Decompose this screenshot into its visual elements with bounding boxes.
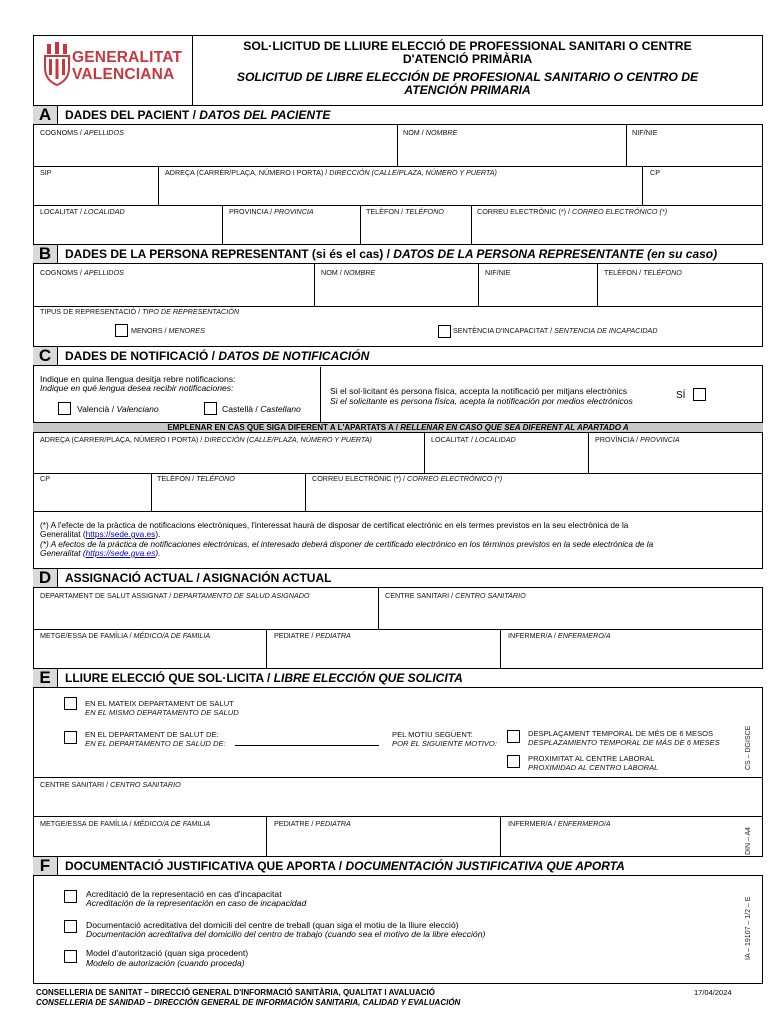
- checkbox-doc-incapacidad[interactable]: [64, 890, 77, 903]
- label-desplazamiento-es: DESPLAZAMIENTO TEMPORAL DE MÁS DE 6 MESES: [528, 738, 720, 747]
- note-es-line2: Generalitat (https://sede.gva.es).: [40, 548, 161, 558]
- section-f-title: DOCUMENTACIÓ JUSTIFICATIVA QUE APORTA / DOCUMENTACIÓN JUSTIFICATIVA QUE APORTA: [65, 859, 625, 873]
- label-rep-nif: NIF/NIE: [485, 268, 511, 277]
- input-medico-solicitado[interactable]: [34, 817, 266, 856]
- note-es-line1: (*) A efectos de la práctica de notificaciones electrónicas, el interesado deberá disponer de certificado electrónico en los términos previstos en la sede electrónica de la: [40, 539, 654, 549]
- input-rep-telefono[interactable]: [598, 265, 762, 305]
- electronic-consent-es: Si el solicitante es persona física, acepta la notificación por medios electrónicos: [330, 396, 633, 406]
- logo-text-line2: VALENCIANA: [72, 66, 175, 83]
- doc2-va: Documentació acreditativa del domicili del centre de treball (quan siga el motiu de la lliure elecció): [86, 920, 459, 930]
- section-letter-f: F: [33, 857, 58, 875]
- label-pediatra-actual: PEDIATRE / PEDIATRA: [274, 631, 351, 640]
- section-d-title: ASSIGNACIÓ ACTUAL / ASIGNACIÓN ACTUAL: [65, 571, 332, 585]
- label-mismo-dep-es: EN EL MISMO DEPARTAMENTO DE SALUD: [85, 708, 239, 717]
- note-va-line1: (*) A l'efecte de la pràctica de notificacions electròniques, l'interessat haurà de disposar de certificat electrònic en els termes previstos en la seu electrònica de la: [40, 520, 629, 530]
- label-medico-actual: METGE/ESSA DE FAMÍLIA / MÉDICO/A DE FAMILIA: [40, 631, 211, 640]
- label-notif-correo: CORREU ELECTRÒNIC (*) / CORREO ELECTRÓNICO (*): [312, 474, 503, 483]
- label-valenciano: Valencià / Valenciano: [77, 404, 159, 414]
- label-sentencia: SENTÈNCIA D'INCAPACITAT / SENTENCIA DE INCAPACIDAD: [453, 326, 658, 335]
- input-correo[interactable]: [472, 206, 762, 244]
- input-notif-provincia[interactable]: [589, 434, 762, 472]
- label-menores: MENORS / MENORES: [131, 326, 205, 335]
- section-letter-d: D: [33, 569, 58, 587]
- label-notif-direccion: ADREÇA (CARRER/PLAÇA, NÚMERO I PORTA) / DIRECCIÓN (CALLE/PLAZA, NÚMERO Y PUERTA): [40, 435, 372, 444]
- label-proximidad-va: PROXIMITAT AL CENTRE LABORAL: [528, 754, 655, 763]
- checkbox-mismo-departamento[interactable]: [64, 697, 77, 710]
- label-notif-cp: CP: [40, 474, 50, 483]
- input-notif-cp[interactable]: [34, 474, 151, 511]
- input-enfermero-actual[interactable]: [501, 630, 762, 668]
- section-letter-b: B: [33, 245, 58, 263]
- section-a-title: DADES DEL PACIENT / DATOS DEL PACIENTE: [65, 108, 331, 122]
- label-medico-solicitado: METGE/ESSA DE FAMÍLIA / MÉDICO/A DE FAMILIA: [40, 819, 211, 828]
- section-letter-a: A: [33, 106, 58, 124]
- electronic-consent-va: Si el sol·licitant és persona física, accepta la notificació per mitjans electrònics: [330, 386, 628, 396]
- label-motivo-va: PEL MOTIU SEGÜENT:: [392, 730, 473, 739]
- checkbox-notificacion-electronica[interactable]: [693, 388, 706, 401]
- section-c-title: DADES DE NOTIFICACIÓ / DATOS DE NOTIFICACIÓN: [65, 349, 370, 363]
- doc3-va: Model d'autorització (quan siga procedent): [86, 948, 249, 958]
- input-notif-direccion[interactable]: [34, 434, 424, 472]
- input-cp[interactable]: [643, 167, 762, 205]
- label-centro-solicitado: CENTRE SANITARI / CENTRO SANITARIO: [40, 780, 181, 789]
- section-d-header: [33, 568, 763, 588]
- checkbox-proximidad[interactable]: [507, 755, 520, 768]
- sede-link-es[interactable]: https://sede.gva.es: [85, 548, 156, 558]
- label-desplazamiento-va: DESPLAÇAMENT TEMPORAL DE MÉS DE 6 MESOS: [528, 729, 714, 738]
- input-telefono[interactable]: [361, 206, 471, 244]
- lang-question-va: Indique en quina llengua desitja rebre notificacions:: [40, 374, 236, 384]
- title-es-line2: ATENCIÓN PRIMARIA: [404, 83, 531, 97]
- label-sip: SIP: [40, 168, 52, 177]
- input-direccion[interactable]: [159, 167, 642, 205]
- input-enfermero-solicitado[interactable]: [501, 817, 762, 856]
- section-e-title: LLIURE ELECCIÓ QUE SOL·LICITA / LIBRE ELECCIÓN QUE SOLICITA: [65, 671, 463, 685]
- input-localidad[interactable]: [34, 206, 222, 244]
- input-centro-solicitado[interactable]: [34, 778, 762, 816]
- label-motivo-es: POR EL SIGUIENTE MOTIVO:: [392, 739, 497, 748]
- logo-text-line1: GENERALITAT: [72, 49, 183, 66]
- input-apellidos[interactable]: [34, 126, 397, 166]
- input-sip[interactable]: [34, 167, 158, 205]
- input-otro-departamento[interactable]: [235, 745, 379, 746]
- label-apellidos: COGNOMS / APELLIDOS: [40, 128, 124, 137]
- section-e-header: [33, 668, 763, 688]
- checkbox-doc-centro-trabajo[interactable]: [64, 920, 77, 933]
- checkbox-desplazamiento[interactable]: [507, 730, 520, 743]
- lang-question-es: Indique en qué lengua desea recibir notificaciones:: [40, 383, 234, 393]
- section-f-header: [33, 856, 763, 876]
- label-dep-asignado: DEPARTAMENT DE SALUT ASSIGNAT / DEPARTAMENTO DE SALUD ASIGNADO: [40, 591, 310, 600]
- doc1-va: Acreditació de la representació en cas d'incapacitat: [86, 889, 282, 899]
- label-proximidad-es: PROXIMIDAD AL CENTRO LABORAL: [528, 763, 659, 772]
- title-va-line1: SOL·LICITUD DE LLIURE ELECCIÓ DE PROFESSIONAL SANITARI O CENTRE: [243, 39, 692, 53]
- input-notif-telefono[interactable]: [152, 474, 305, 511]
- input-medico-actual[interactable]: [34, 630, 266, 668]
- doc3-es: Modelo de autorización (cuando proceda): [86, 958, 245, 968]
- label-nombre: NOM / NOMBRE: [403, 128, 458, 137]
- label-notif-localidad: LOCALITAT / LOCALIDAD: [431, 435, 516, 444]
- title-va-line2: D'ATENCIÓ PRIMÀRIA: [402, 52, 533, 66]
- input-centro-actual[interactable]: [379, 589, 762, 629]
- label-notif-provincia: PROVÍNCIA / PROVINCIA: [595, 435, 680, 444]
- label-otro-dep-va: EN EL DEPARTAMENT DE SALUT DE:: [85, 730, 219, 739]
- input-rep-nombre[interactable]: [315, 265, 478, 305]
- label-cp: CP: [650, 168, 660, 177]
- section-b-header: [33, 244, 763, 264]
- footer-date: 17/04/2024: [694, 988, 732, 997]
- label-rep-apellidos: COGNOMS / APELLIDOS: [40, 268, 124, 277]
- doc1-es: Acreditación de la representación en caso de incapacidad: [86, 898, 307, 908]
- doc2-es: Documentación acreditativa del domicilio del centro de trabajo (cuando sea el motivo de la libre elección): [86, 929, 486, 939]
- label-provincia: PROVINCIA / PROVINCIA: [229, 207, 314, 216]
- side-code-1: CS – DGISCE: [745, 725, 752, 770]
- input-pediatra-actual[interactable]: [267, 630, 500, 668]
- checkbox-doc-autorizacion[interactable]: [64, 950, 77, 963]
- label-tipo-representacion: TIPUS DE REPRESENTACIÓ / TIPO DE REPRESENTACIÓN: [40, 307, 240, 316]
- checkbox-castellano[interactable]: [204, 402, 217, 415]
- label-centro-actual: CENTRE SANITARI / CENTRO SANITARIO: [385, 591, 526, 600]
- header-divider: [192, 35, 193, 105]
- section-a-header: [33, 105, 763, 125]
- input-pediatra-solicitado[interactable]: [267, 817, 500, 856]
- checkbox-menores[interactable]: [115, 324, 128, 337]
- checkbox-otro-departamento[interactable]: [64, 731, 77, 744]
- label-rep-telefono: TELÈFON / TELÉFONO: [604, 268, 682, 277]
- checkbox-valenciano[interactable]: [58, 402, 71, 415]
- title-es-line1: SOLICITUD DE LIBRE ELECCIÓN DE PROFESIONAL SANITARIO O CENTRO DE: [236, 70, 699, 84]
- label-castellano: Castellà / Castellano: [222, 404, 301, 414]
- label-telefono: TELÈFON / TELÉFONO: [366, 207, 444, 216]
- input-notif-correo[interactable]: [306, 474, 762, 511]
- label-enfermero-solicitado: INFERMER/A / ENFERMERO/A: [508, 819, 611, 828]
- label-direccion: ADREÇA (CARRER/PLAÇA, NÚMERO I PORTA) / DIRECCIÓN (CALLE/PLAZA, NÚMERO Y PUERTA): [165, 168, 497, 177]
- checkbox-sentencia[interactable]: [438, 325, 451, 338]
- input-nombre[interactable]: [398, 126, 626, 166]
- label-localidad: LOCALITAT / LOCALIDAD: [40, 207, 125, 216]
- input-dep-asignado[interactable]: [34, 589, 378, 629]
- sede-link-va[interactable]: https://sede.gva.es: [85, 529, 156, 539]
- section-c-header: [33, 346, 763, 366]
- section-letter-c: C: [33, 347, 58, 365]
- section-b-title: DADES DE LA PERSONA REPRESENTANT (si és el cas) / DATOS DE LA PERSONA REPRESENTANTE (en su caso): [65, 247, 718, 261]
- label-rep-nombre: NOM / NOMBRE: [321, 268, 376, 277]
- note-va-line2: Generalitat (https://sede.gva.es).: [40, 529, 161, 539]
- label-pediatra-solicitado: PEDIATRE / PEDIATRA: [274, 819, 351, 828]
- label-notif-telefono: TELÈFON / TELÉFONO: [157, 474, 235, 483]
- label-otro-dep-es: EN EL DEPARTAMENTO DE SALUD DE:: [85, 739, 226, 748]
- label-mismo-dep-va: EN EL MATEIX DEPARTAMENT DE SALUT: [85, 699, 234, 708]
- side-code-3: IA – 19107 – 1/2 – E: [745, 896, 752, 960]
- section-letter-e: E: [33, 669, 58, 687]
- footer-va: CONSELLERIA DE SANITAT – DIRECCIÓ GENERAL D'INFORMACIÓ SANITÀRIA, QUALITAT I AVALUACIÓ: [36, 988, 435, 997]
- label-enfermero-actual: INFERMER/A / ENFERMERO/A: [508, 631, 611, 640]
- label-si: SÍ: [676, 390, 686, 401]
- input-rep-apellidos[interactable]: [34, 265, 314, 305]
- input-rep-nif[interactable]: [479, 265, 597, 305]
- input-notif-localidad[interactable]: [425, 434, 588, 472]
- side-code-2: DIN – A4: [745, 826, 752, 855]
- input-nif[interactable]: [627, 126, 762, 166]
- fill-if-different-bar: EMPLENAR EN CAS QUE SIGA DIFERENT A L'APARTATS A / RELLENAR EN CASO QUE SEA DIFERENT AL APARTADO A: [33, 422, 763, 433]
- label-correo: CORREU ELECTRÒNIC (*) / CORREO ELECTRÓNICO (*): [477, 207, 668, 216]
- footer-es: CONSELLERIA DE SANIDAD – DIRECCIÓN GENERAL DE INFORMACIÓN SANITARIA, CALIDAD Y EVALUACIÓN: [36, 998, 461, 1007]
- input-provincia[interactable]: [223, 206, 360, 244]
- label-nif: NIF/NIE: [632, 128, 658, 137]
